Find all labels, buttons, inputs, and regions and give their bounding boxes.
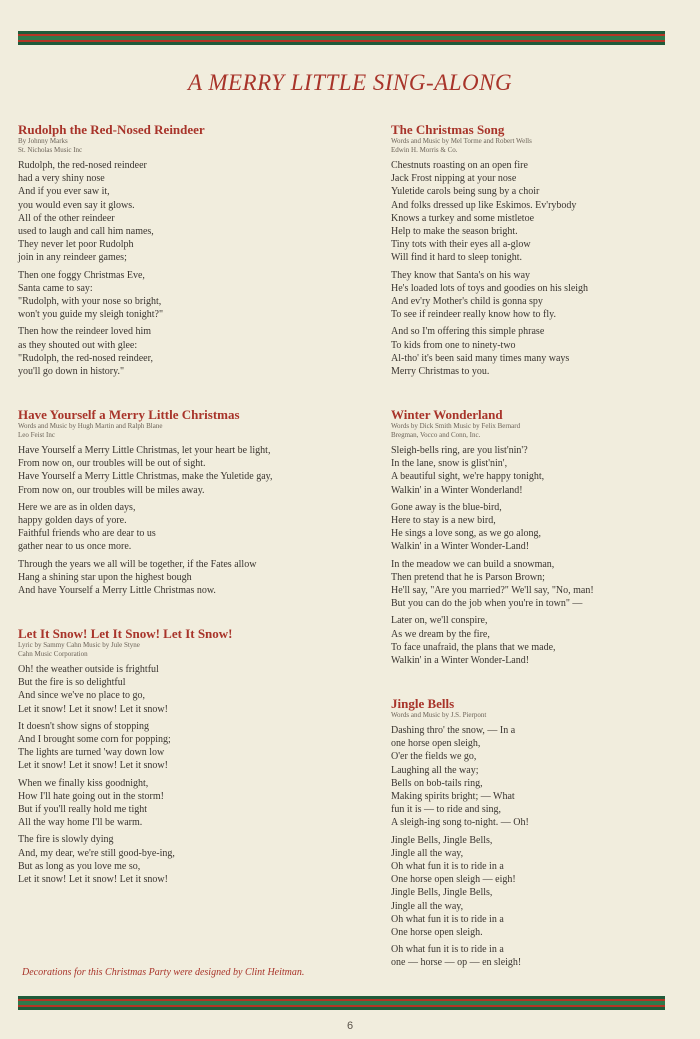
lyric-line: had a very shiny nose	[18, 173, 105, 185]
song-credit: Words by Dick Smith Music by Felix Bernard	[391, 422, 521, 430]
lyric-line: The fire is slowly dying	[18, 834, 114, 846]
lyric-line: Then how the reindeer loved him	[18, 326, 152, 338]
lyric-line: The lights are turned 'way down low	[18, 747, 165, 759]
lyric-line: But if you'll really hold me tight	[18, 804, 148, 816]
song-winter-wonderland	[391, 407, 594, 667]
song-merry-little-christmas	[18, 407, 272, 597]
lyric-line: Dashing thro' the snow, — In a	[391, 725, 516, 736]
lyric-line: Later on, we'll conspire,	[391, 615, 488, 627]
lyric-line: They know that Santa's on his way	[391, 269, 531, 281]
lyric-line: Jingle Bells, Jingle Bells,	[391, 834, 493, 846]
lyric-line: Through the years we all will be together, if the Fates allow	[18, 558, 257, 570]
stanza	[18, 663, 233, 716]
song-credit: St. Nicholas Music Inc	[18, 146, 83, 154]
stanza	[18, 159, 205, 265]
lyric-line: Tiny tots with their eyes all a-glow	[391, 239, 531, 251]
stanza	[391, 159, 588, 265]
song-credit: Words and Music by J.S. Pierpont	[391, 711, 487, 719]
lyric-line: Jingle all the way,	[391, 847, 464, 859]
lyric-line: you would even say it glows.	[18, 199, 135, 211]
lyric-line: you'll go down in history."	[18, 366, 125, 378]
lyric-line: Yuletide carols being sung by a choir	[391, 186, 540, 198]
lyric-line: Will find it hard to sleep tonight.	[391, 252, 522, 264]
stanza	[18, 325, 205, 378]
lyric-line: And ev'ry Mother's child is gonna spy	[391, 296, 543, 308]
stanza	[18, 777, 233, 830]
song-credit: By Johnny Marks	[18, 137, 68, 145]
lyric-line: O'er the fields we go,	[391, 751, 477, 763]
lyric-line: Let it snow! Let it snow! Let it snow!	[18, 760, 168, 772]
song-title: Rudolph the Red-Nosed Reindeer	[18, 122, 205, 137]
lyric-line: Then one foggy Christmas Eve,	[18, 269, 145, 281]
lyric-line: Here we are as in olden days,	[18, 501, 136, 513]
stanza	[391, 501, 594, 554]
lyric-line: And since we've no place to go,	[18, 690, 146, 702]
lyric-line: Have Yourself a Merry Little Christmas, let your heart be light,	[18, 445, 271, 456]
lyric-line: And I brought some corn for popping;	[18, 734, 171, 746]
stanza	[18, 501, 272, 554]
stanza	[391, 325, 588, 378]
lyric-line: used to laugh and call him names,	[18, 226, 154, 238]
stanza	[18, 833, 233, 886]
lyric-line: To see if reindeer really know how to fly.	[391, 309, 556, 321]
lyric-line: as they shouted out with glee:	[18, 339, 138, 351]
lyric-line: happy golden days of yore.	[18, 515, 127, 527]
song-title: Have Yourself a Merry Little Christmas	[18, 407, 240, 422]
page-title: A MERRY LITTLE SING-ALONG	[187, 70, 513, 95]
lyric-line: But you can do the job when you're in town" —	[391, 598, 583, 610]
lyric-line: Help to make the season bright.	[391, 226, 518, 238]
lyric-line: In the lane, snow is glist'nin',	[391, 458, 508, 470]
song-title: Winter Wonderland	[391, 407, 503, 422]
lyric-line: And if you ever saw it,	[18, 186, 110, 198]
stanza	[18, 269, 205, 322]
stanza	[18, 720, 233, 773]
lyric-line: join in any reindeer games;	[18, 252, 127, 264]
page-number: 6	[346, 1020, 354, 1032]
lyric-line: Walkin' in a Winter Wonder-Land!	[391, 655, 530, 667]
song-let-it-snow	[18, 626, 233, 886]
lyric-line: Merry Christmas to you.	[391, 366, 490, 378]
song-credit: Words and Music by Hugh Martin and Ralph Blane	[18, 422, 163, 430]
lyric-line: How I'll hate going out in the storm!	[18, 790, 164, 802]
lyric-line: Making spirits bright; — What	[391, 791, 515, 803]
lyric-line: gather near to us once more.	[18, 541, 132, 553]
song-credit: Leo Feist Inc	[18, 431, 55, 439]
song-credit: Cahn Music Corporation	[18, 650, 88, 658]
lyric-line: Oh! the weather outside is frightful	[18, 664, 159, 675]
stanza	[391, 724, 529, 830]
stanza	[18, 444, 272, 497]
lyric-line: One horse open sleigh — eigh!	[391, 874, 516, 886]
stanza	[391, 614, 594, 667]
lyric-line: From now on, our troubles will be miles away.	[18, 484, 205, 496]
lyric-line: Oh what fun it is to ride in a	[391, 861, 504, 873]
stanza	[391, 269, 588, 322]
lyric-line: "Rudolph, with your nose so bright,	[18, 296, 162, 308]
song-credit: Bregman, Vocco and Conn, Inc.	[391, 431, 481, 439]
lyric-line: To kids from one to ninety-two	[391, 339, 516, 351]
lyric-line: It doesn't show signs of stopping	[18, 720, 149, 732]
lyric-line: Jingle all the way,	[391, 900, 464, 912]
song-credit: Words and Music by Mel Torme and Robert Wells	[391, 137, 532, 145]
top-decorative-border	[18, 31, 665, 45]
lyric-line: Oh what fun it is to ride in a	[391, 913, 504, 925]
lyric-line: And folks dressed up like Eskimos. Ev'rybody	[391, 199, 577, 211]
stanza	[18, 558, 272, 598]
stanza	[391, 558, 594, 611]
lyric-line: Sleigh-bells ring, are you list'nin'?	[391, 445, 528, 456]
lyric-line: And so I'm offering this simple phrase	[391, 326, 545, 338]
lyric-line: Al-tho' it's been said many times many ways	[391, 352, 570, 364]
lyric-line: Knows a turkey and some mistletoe	[391, 212, 535, 224]
lyric-line: A sleigh-ing song to-night. — Oh!	[391, 817, 529, 829]
lyric-line: When we finally kiss goodnight,	[18, 777, 149, 789]
lyric-line: Walkin' in a Winter Wonder-Land!	[391, 541, 530, 553]
lyric-line: Chestnuts roasting on an open fire	[391, 160, 528, 171]
song-jingle-bells	[391, 696, 529, 970]
song-rudolph	[18, 122, 205, 378]
lyric-line: But the fire is so delightful	[18, 677, 126, 689]
lyric-line: Santa came to say:	[18, 282, 93, 294]
lyric-line: A beautiful sight, we're happy tonight,	[391, 471, 545, 483]
lyric-line: They never let poor Rudolph	[18, 239, 134, 251]
stanza	[391, 444, 594, 497]
lyric-line: Gone away is the blue-bird,	[391, 501, 502, 513]
lyric-line: Here to stay is a new bird,	[391, 515, 496, 527]
lyric-line: He's loaded lots of toys and goodies on his sleigh	[391, 282, 589, 294]
lyric-line: As we dream by the fire,	[391, 628, 490, 640]
lyric-line: Jack Frost nipping at your nose	[391, 173, 517, 185]
lyric-line: Laughing all the way;	[391, 764, 479, 776]
lyric-line: Walkin' in a Winter Wonderland!	[391, 484, 523, 496]
lyric-line: All the way home I'll be warm.	[18, 817, 143, 829]
song-credit: Edwin H. Morris & Co.	[391, 146, 458, 154]
lyric-line: And have Yourself a Merry Little Christmas now.	[18, 585, 216, 597]
decorations-credit: Decorations for this Christmas Party were designed by Clint Heitman.	[22, 967, 305, 978]
lyric-line: Bells on bob-tails ring,	[391, 777, 483, 789]
lyric-line: "Rudolph, the red-nosed reindeer,	[18, 352, 154, 364]
song-title: Jingle Bells	[391, 696, 455, 711]
stanza	[391, 834, 529, 940]
song-title: The Christmas Song	[391, 122, 505, 137]
lyric-line: Let it snow! Let it snow! Let it snow!	[18, 703, 168, 715]
lyric-line: In the meadow we can build a snowman,	[391, 558, 555, 570]
stanza	[391, 943, 529, 969]
lyric-line: one — horse — op — en sleigh!	[391, 957, 522, 969]
lyric-line: From now on, our troubles will be out of sight.	[18, 458, 206, 470]
lyric-line: Faithful friends who are dear to us	[18, 528, 156, 540]
lyric-line: Hang a shining star upon the highest bough	[18, 571, 192, 583]
song-christmas-song	[391, 122, 588, 378]
lyric-line: To face unafraid, the plans that we made,	[391, 641, 556, 653]
lyric-line: He sings a love song, as we go along,	[391, 528, 541, 540]
lyric-line: And, my dear, we're still good-bye-ing,	[18, 847, 175, 859]
lyric-line: He'll say, "Are you married?" We'll say, "No, man!	[391, 585, 594, 597]
lyric-line: But as long as you love me so,	[18, 860, 141, 872]
lyric-line: fun it is — to ride and sing,	[391, 804, 501, 816]
lyric-line: won't you guide my sleigh tonight?"	[18, 309, 164, 321]
song-title: Let It Snow! Let It Snow! Let It Snow!	[18, 626, 233, 641]
bottom-decorative-border	[18, 996, 665, 1010]
lyric-line: Rudolph, the red-nosed reindeer	[18, 160, 147, 171]
song-credit: Lyric by Sammy Cahn Music by Jule Styne	[18, 641, 140, 649]
lyric-line: Oh what fun it is to ride in a	[391, 944, 504, 956]
lyric-line: one horse open sleigh,	[391, 738, 481, 750]
lyric-line: All of the other reindeer	[18, 212, 115, 224]
lyric-line: Let it snow! Let it snow! Let it snow!	[18, 874, 168, 886]
lyric-line: Then pretend that he is Parson Brown;	[391, 571, 545, 583]
lyric-line: Have Yourself a Merry Little Christmas, make the Yuletide gay,	[18, 471, 273, 483]
lyric-line: One horse open sleigh.	[391, 927, 483, 939]
lyric-line: Jingle Bells, Jingle Bells,	[391, 887, 493, 899]
